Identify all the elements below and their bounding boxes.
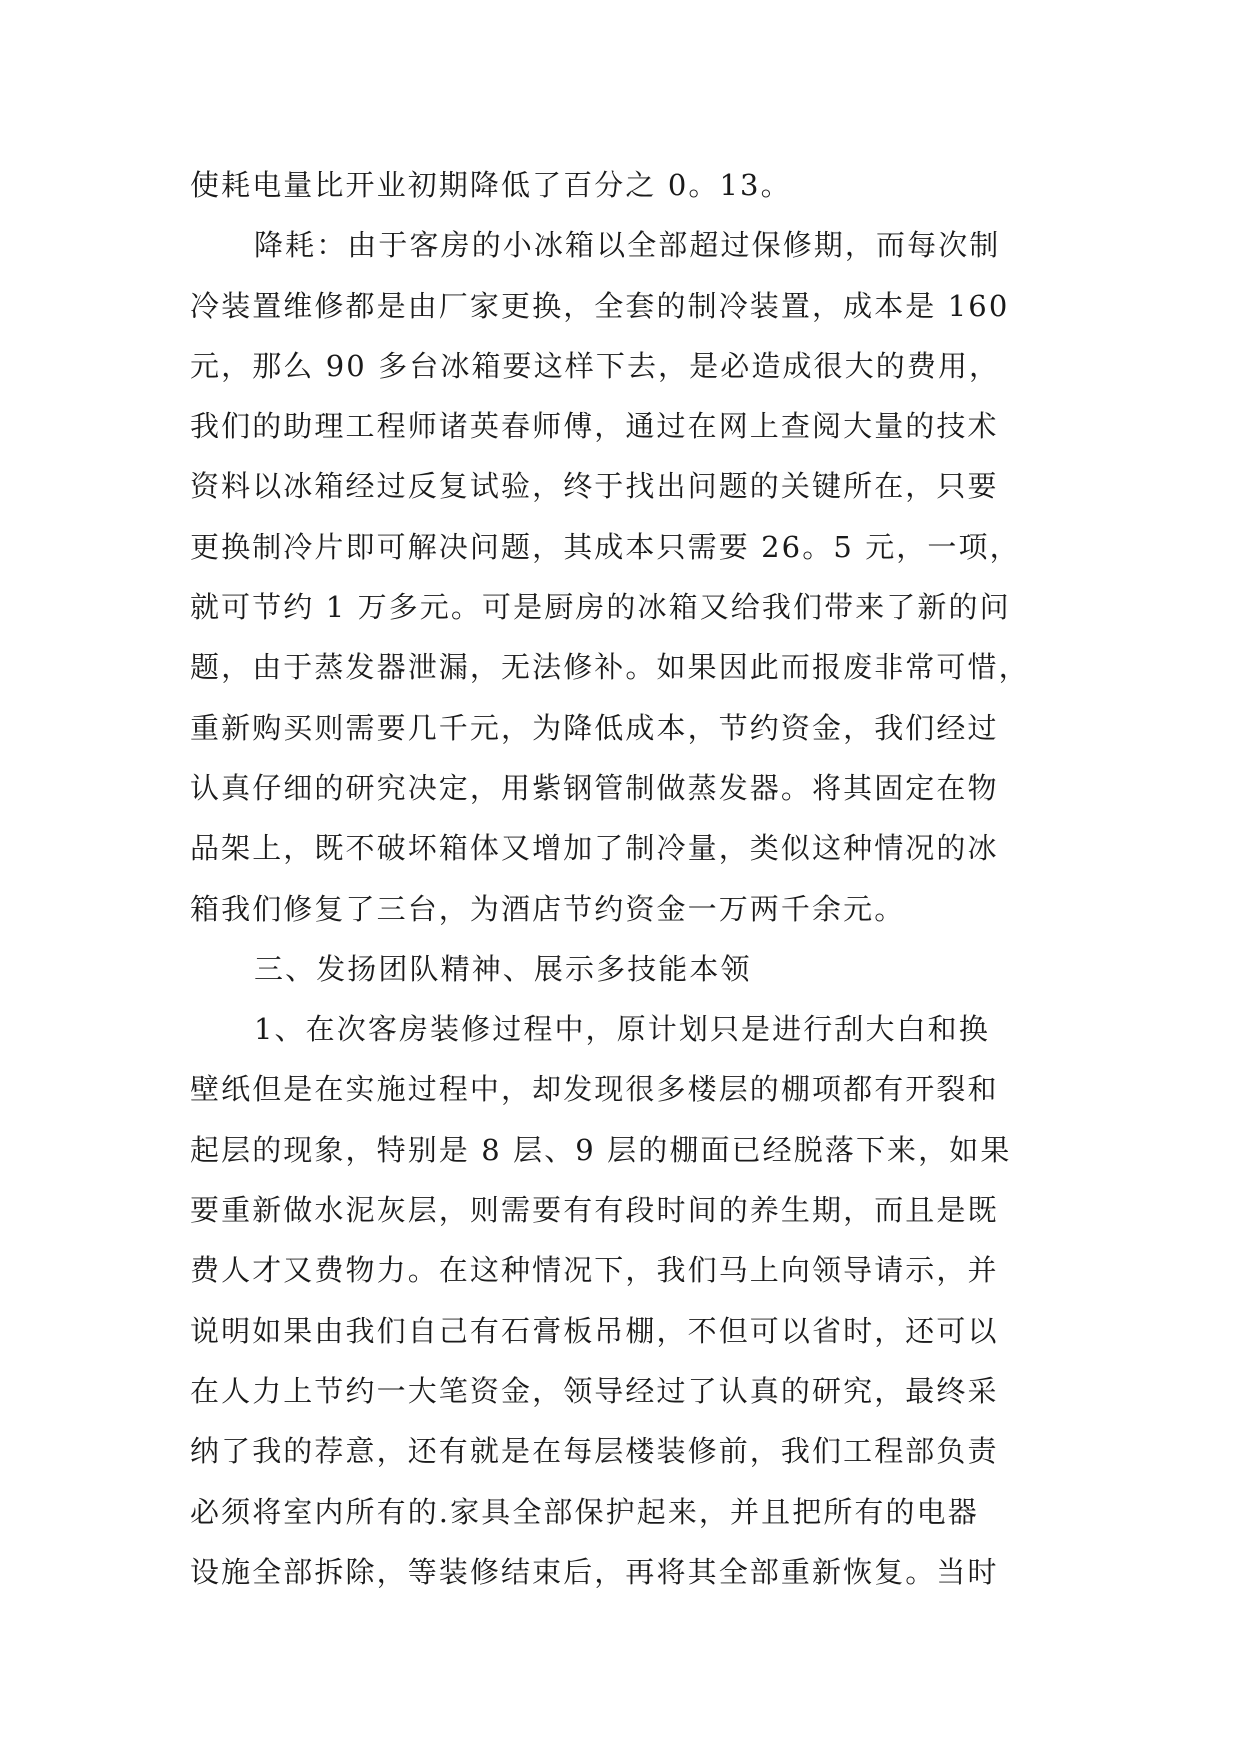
text-line: 费人才又费物力。在这种情况下，我们马上向领导请示，并 bbox=[190, 1253, 999, 1288]
text-line: 箱我们修复了三台，为酒店节约资金一万两千余元。 bbox=[190, 891, 906, 926]
text-line: 在人力上节约一大笔资金，领导经过了认真的研究，最终采 bbox=[190, 1373, 999, 1408]
text-line: 冷装置维修都是由厂家更换，全套的制冷装置，成本是 160 bbox=[190, 288, 1010, 323]
text-line: 元，那么 90 多台冰箱要这样下去，是必造成很大的费用， bbox=[190, 348, 1001, 383]
text-line: 纳了我的荐意，还有就是在每层楼装修前，我们工程部负责 bbox=[190, 1434, 999, 1469]
text-line: 重新购买则需要几千元，为降低成本，节约资金，我们经过 bbox=[190, 710, 999, 745]
text-line: 使耗电量比开业初期降低了百分之 0。13。 bbox=[190, 168, 792, 202]
text-line: 我们的助理工程师诸英春师傅，通过在网上查阅大量的技术 bbox=[190, 409, 999, 444]
text-line: 壁纸但是在实施过程中，却发现很多楼层的棚项都有开裂和 bbox=[190, 1072, 999, 1107]
text-line: 更换制冷片即可解决问题，其成本只需要 26。5 元，一项， bbox=[190, 529, 1021, 564]
text-line: 降耗：由于客房的小冰箱以全部超过保修期，而每次制 bbox=[254, 228, 1001, 263]
text-line: 就可节约 1 万多元。可是厨房的冰箱又给我们带来了新的问 bbox=[190, 590, 1011, 625]
document-body bbox=[190, 155, 1060, 1602]
text-line: 1、在次客房装修过程中，原计划只是进行刮大白和换 bbox=[254, 1012, 990, 1047]
text-line: 要重新做水泥灰层，则需要有有段时间的养生期，而且是既 bbox=[190, 1193, 999, 1228]
text-line: 必须将室内所有的.家具全部保护起来，并且把所有的电器 bbox=[190, 1494, 979, 1529]
text-line: 设施全部拆除，等装修结束后，再将其全部重新恢复。当时 bbox=[190, 1554, 999, 1589]
text-line: 认真仔细的研究决定，用紫钢管制做蒸发器。将其固定在物 bbox=[190, 770, 999, 805]
text-line: 品架上，既不破坏箱体又增加了制冷量，类似这种情况的冰 bbox=[190, 831, 999, 866]
text-line: 题，由于蒸发器泄漏，无法修补。如果因此而报废非常可惜， bbox=[190, 650, 1030, 685]
text-line: 起层的现象，特别是 8 层、9 层的棚面已经脱落下来，如果 bbox=[190, 1132, 1012, 1167]
text-line: 资料以冰箱经过反复试验，终于找出问题的关键所在，只要 bbox=[190, 469, 999, 504]
text-line: 说明如果由我们自己有石膏板吊棚，不但可以省时，还可以 bbox=[190, 1313, 999, 1348]
text-line: 三、发扬团队精神、展示多技能本领 bbox=[254, 951, 752, 986]
